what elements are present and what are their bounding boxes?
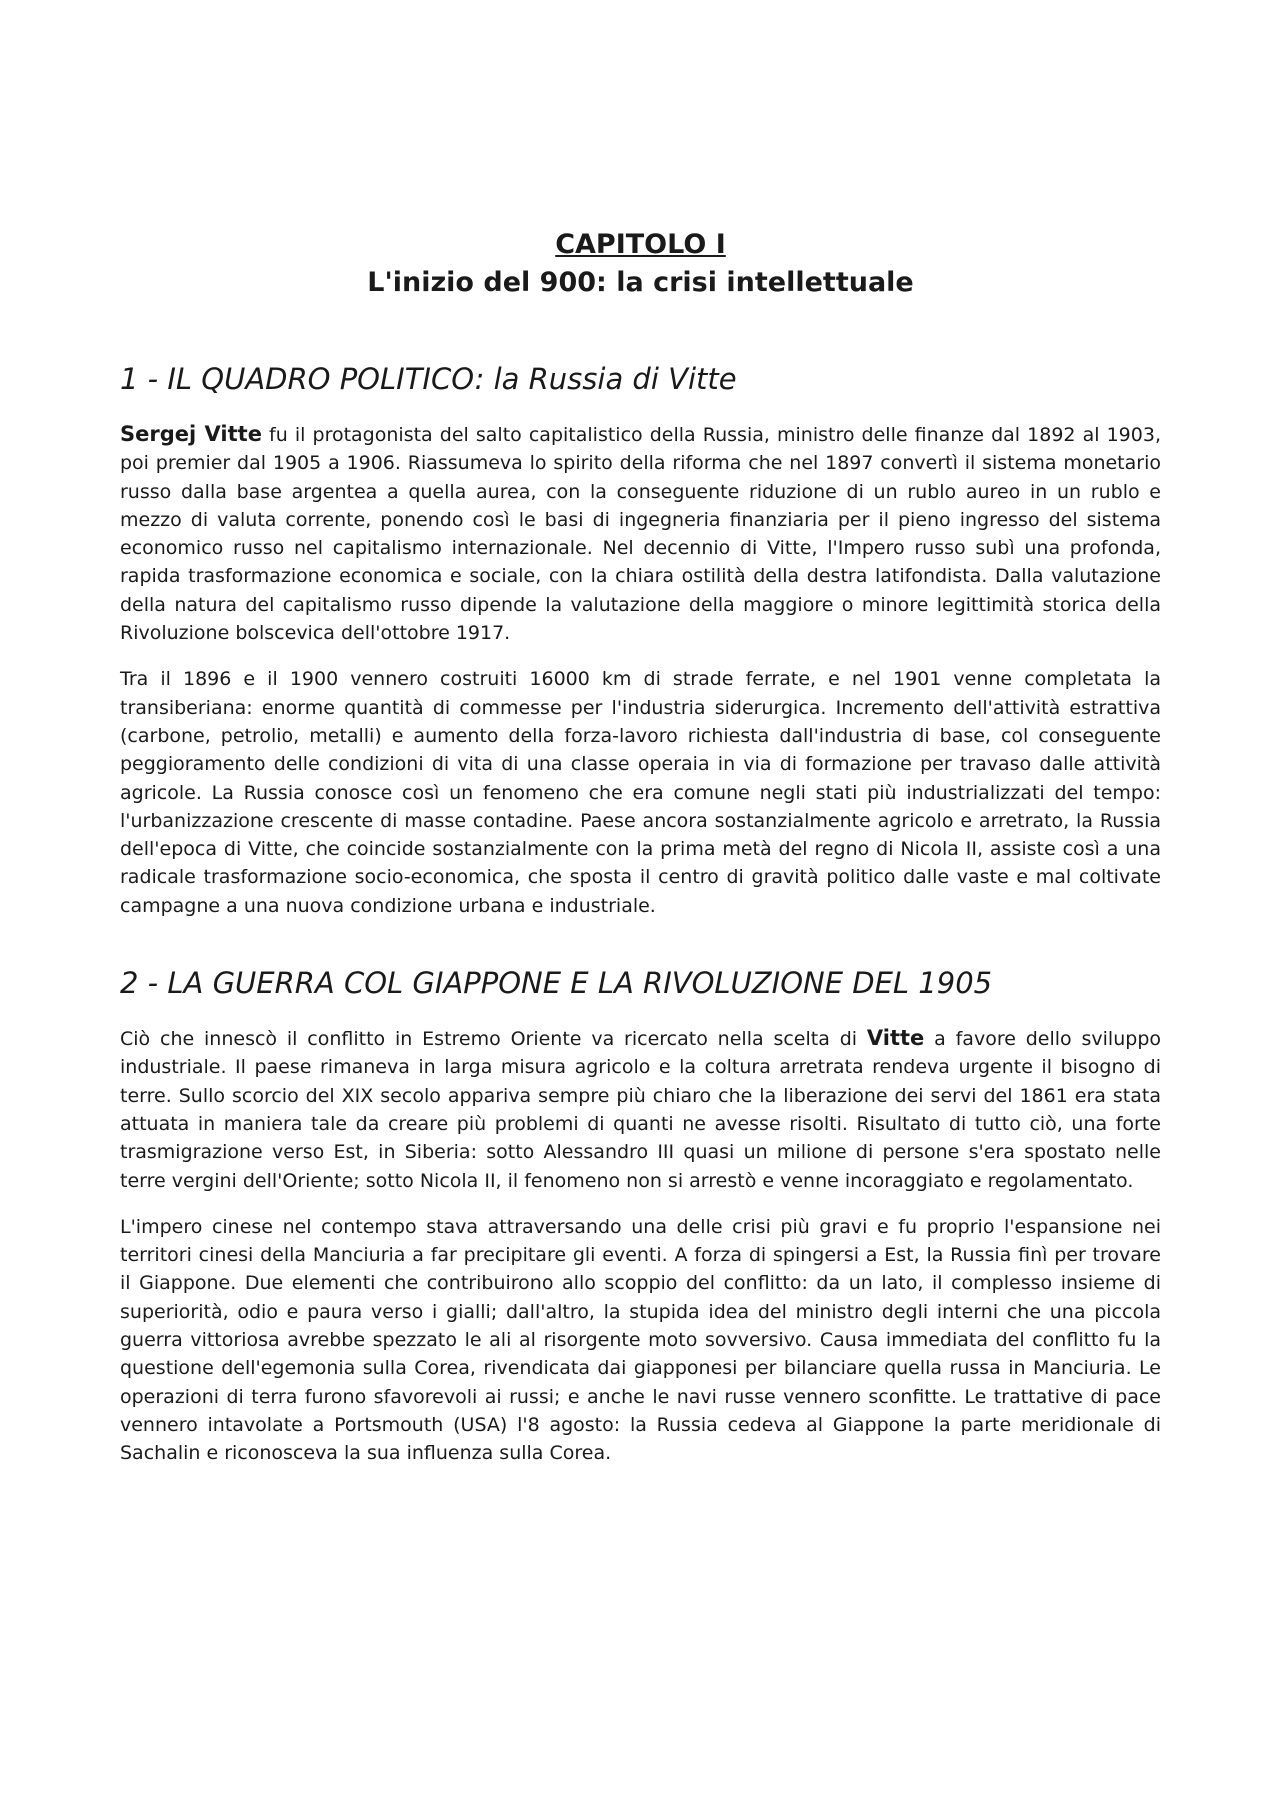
bold-name-vitte: Vitte [866, 1026, 925, 1051]
paragraph-text-end: a favore dello sviluppo industriale. Il paese rimaneva in larga misura agricolo e la coltura arretrata rendeva urgente il bisogno di terre. Sullo scorcio del XIX secolo appariva sempre più chiaro che la liberazione dei servi del 1861 era stata attuata in maniera tale da creare più problemi di quanti ne avesse risolti. Risultato di tutto ciò, una forte trasmigrazione verso Est, in Siberia: sotto Alessandro III quasi un milione di persone s'era spostato nelle terre vergini dell'Oriente; sotto Nicola II, il fenomeno non si arrestò e venne incoraggiato e regolamentato. [120, 1028, 1162, 1192]
paragraph-text-start: Ciò che innescò il conflitto in Estremo Oriente va ricercato nella scelta di [120, 1028, 867, 1051]
chapter-title: L'inizio del 900: la crisi intellettuale [367, 267, 914, 298]
chapter-label: CAPITOLO I [555, 229, 726, 260]
section-1-paragraph-1 [120, 420, 1161, 647]
section-2-heading: 2 - LA GUERRA COL GIAPPONE E LA RIVOLUZIONE DEL 1905 [120, 966, 993, 1001]
section-2-paragraph-2: L'impero cinese nel contempo stava attraversando una delle crisi più gravi e fu proprio l'espansione nei territori cinesi della Manciuria a far precipitare gli eventi. A forza di spingersi a Est, la Russia finì per trovare il Giappone. Due elementi che contribuirono allo scoppio del conflitto: da un lato, il complesso insieme di superiorità, odio e paura verso i gialli; dall'altro, la stupida idea del ministro degli interni che una piccola guerra vittoriosa avrebbe spezzato le ali al risorgente moto sovversivo. Causa immediata del conflitto fu la questione dell'egemonia sulla Corea, rivendicata dai giapponesi per bilanciare quella russa in Manciuria. Le operazioni di terra furono sfavorevoli ai russi; e anche le navi russe vennero sconfitte. Le trattative di pace vennero intavolate a Portsmouth (USA) l'8 agosto: la Russia cedeva al Giappone la parte meridionale di Sachalin e riconosceva la sua influenza sulla Corea. [120, 1215, 1161, 1465]
document-page [120, 226, 1161, 1486]
paragraph-text: fu il protagonista del salto capitalistico della Russia, ministro delle finanze dal 1892 al 1903, poi premier dal 1905 a 1906. Riassumeva lo spirito della riforma che nel 1897 convertì il sistema monetario russo dalla base argentea a quella aurea, con la conseguente riduzione di un rublo aureo in un rublo e mezzo di valuta corrente, ponendo così le basi di ingegneria finanziaria per il pieno ingresso del sistema economico russo nel capitalismo internazionale. Nel decennio di Vitte, l'Impero russo subì una profonda, rapida trasformazione economica e sociale, con la chiara ostilità della destra latifondista. Dalla valutazione della natura del capitalismo russo dipende la valutazione della maggiore o minore legittimità storica della Rivoluzione bolscevica dell'ottobre 1917. [120, 424, 1161, 645]
section-1-paragraph-2: Tra il 1896 e il 1900 vennero costruiti 16000 km di strade ferrate, e nel 1901 venne completata la transiberiana: enorme quantità di commesse per l'industria siderurgica. Incremento dell'attività estrattiva (carbone, petrolio, metalli) e aumento della forza-lavoro richiesta dall'industria di base, col conseguente peggioramento delle condizioni di vita di una classe operaia in via di formazione per travaso dalle attività agricole. La Russia conosce così un fenomeno che era comune negli stati più industrializzati del tempo: l'urbanizzazione crescente di masse contadine. Paese ancora sostanzialmente agricolo e arretrato, la Russia dell'epoca di Vitte, che coincide sostanzialmente con la prima metà del regno di Nicola II, assiste così a una radicale trasformazione socio-economica, che sposta il centro di gravità politico dalle vaste e mal coltivate campagne a una nuova condizione urbana e industriale. [120, 668, 1161, 917]
bold-name-sergej-vitte: Sergej Vitte [120, 422, 262, 446]
section-2-paragraph-1 [120, 1024, 1161, 1195]
section-1-heading: 1 - IL QUADRO POLITICO: la Russia di Vitte [120, 362, 737, 396]
